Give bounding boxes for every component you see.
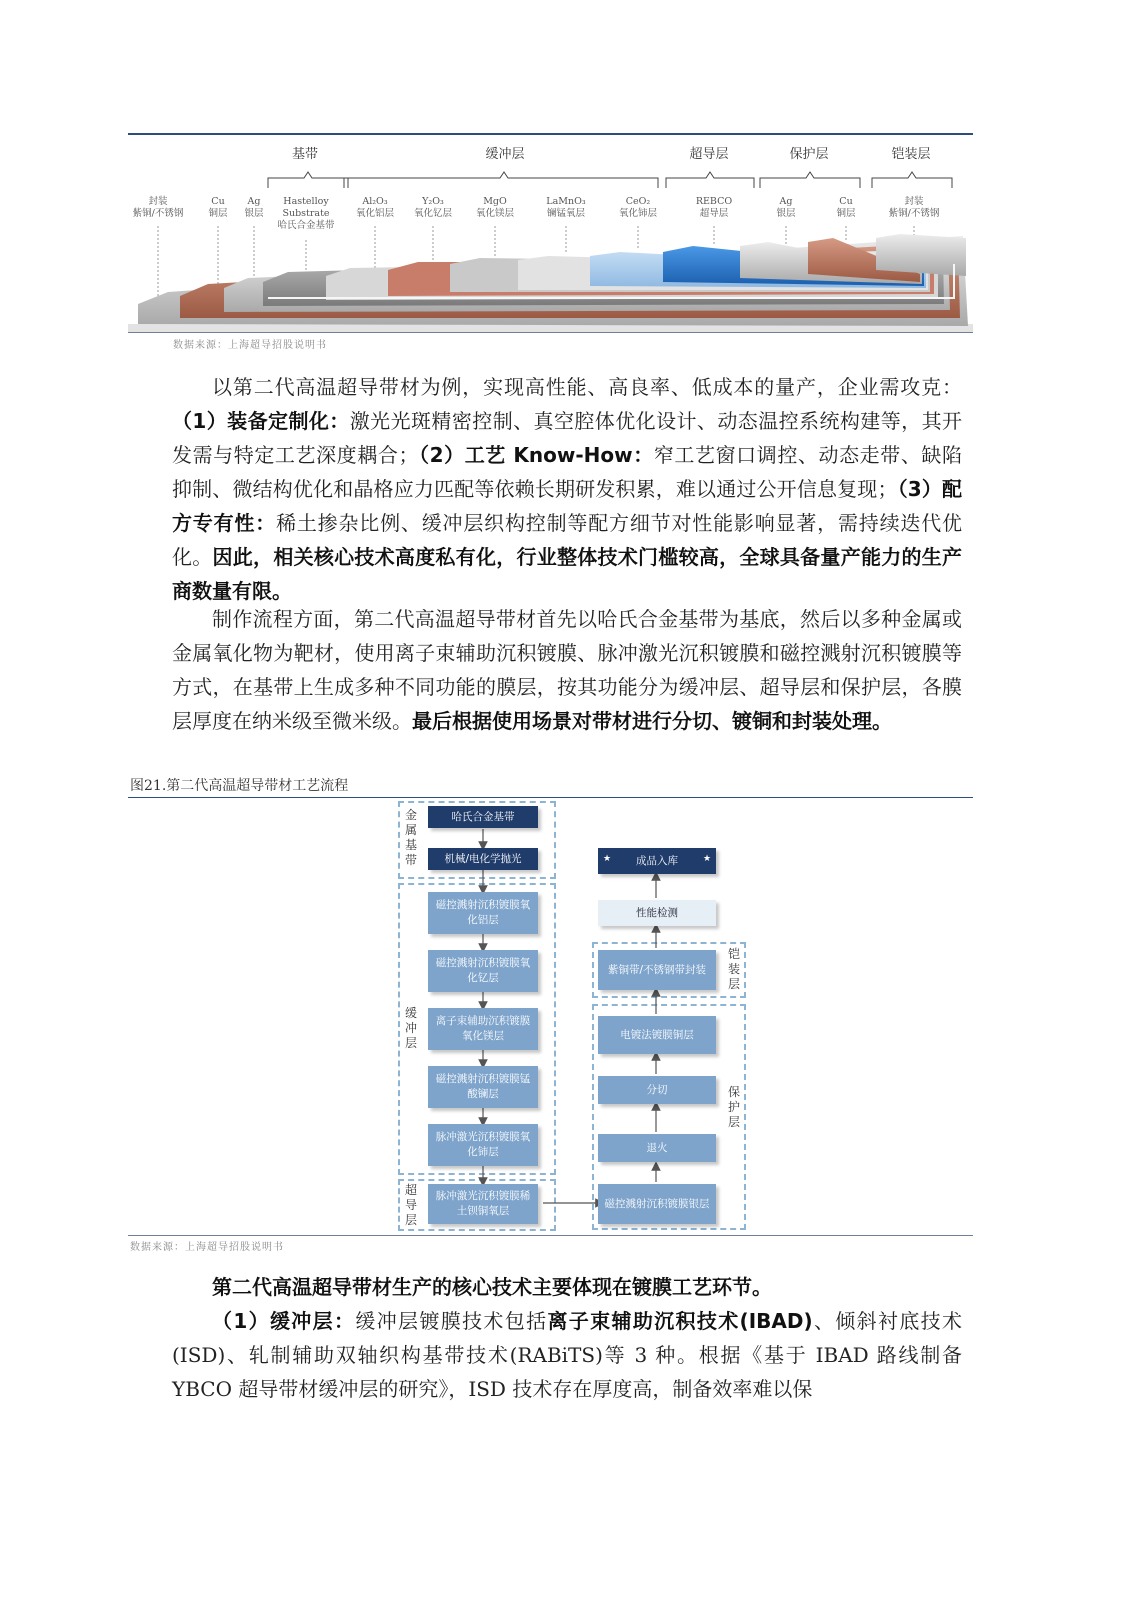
label-buffer: 缓冲层 xyxy=(404,1006,417,1050)
figure1-source: 数据来源：上海超导招股说明书 xyxy=(173,340,327,351)
label-superconductor: 超导层 xyxy=(404,1183,417,1227)
star-icon: ★ xyxy=(603,854,612,864)
step-copper-plating: 电镀法镀膜铜层 xyxy=(598,1016,716,1054)
paragraph-1: 以第二代高温超导带材为例，实现高性能、高良率、低成本的量产，企业需攻克：（1）装备定制化：激光光斑精密控制、真空腔体优化设计、动态温控系统构建等，其开发需与特定工艺深度耦合；（2）工艺 Know-How：窄工艺窗口调控、动态走带、缺陷抑制、微结构优化和晶格应力匹配等依赖长期研发积累，难以通过公开信息复现；（3）配方专有性：稀土掺杂比例、缓冲层织构控制等配方细节对性能影响显著，需持续迭代优化。因此，相关核心技术高度私有化，行业整体技术门槛较高，全球具备量产能力的生产商数量有限。 xyxy=(172,375,963,603)
paragraph-4: （1）缓冲层：缓冲层镀膜技术包括离子束辅助沉积技术(IBAD)、倾斜衬底技术(ISD)、轧制辅助双轴织构基带技术(RABiTS)等 3 种。根据《基于 IBAD 路线制备 YBCO 超导带材缓冲层的研究》，ISD 技术存在厚度高，制备效率难以保 xyxy=(172,1309,963,1401)
layer-label-ag-right: Ag 银层 xyxy=(776,196,796,219)
step-annealing: 退火 xyxy=(598,1134,716,1162)
star-icon: ★ xyxy=(703,854,712,864)
step-encapsulation: 紫铜带/不锈钢带封装 xyxy=(598,950,716,990)
step-rebco: 脉冲激光沉积镀膜稀土钡铜氧层 xyxy=(428,1184,538,1224)
step-performance-test: 性能检测 xyxy=(598,900,716,926)
group-label-substrate: 基带 xyxy=(291,147,318,162)
step-mgo: 离子束辅助沉积镀膜氧化镁层 xyxy=(428,1008,538,1050)
step-slitting: 分切 xyxy=(598,1076,716,1104)
step-al2o3: 磁控溅射沉积镀膜氧化铝层 xyxy=(428,892,538,934)
layer-label-rebco: REBCO 超导层 xyxy=(695,196,733,219)
figure2-bottom-rule xyxy=(128,1235,973,1236)
group-label-superconductor: 超导层 xyxy=(689,147,729,162)
layer-label-encap-left: 封装 紫铜/不锈钢 xyxy=(132,196,184,219)
layer-label-mgo: MgO 氧化镁层 xyxy=(475,196,514,219)
paragraph-3: 第二代高温超导带材生产的核心技术主要体现在镀膜工艺环节。 xyxy=(212,1275,772,1299)
step-hastelloy-substrate: 哈氏合金基带 xyxy=(428,806,538,828)
layer-label-hastelloy: Hastelloy Substrate 哈氏合金基带 xyxy=(277,196,335,231)
step-ceo2: 脉冲激光沉积镀膜氧化铈层 xyxy=(428,1124,538,1166)
layer-label-cu-left: Cu 铜层 xyxy=(208,196,228,219)
layer-label-ag-left: Ag 银层 xyxy=(244,196,264,219)
group-label-protection: 保护层 xyxy=(789,147,829,162)
step-y2o3: 磁控溅射沉积镀膜氧化钇层 xyxy=(428,950,538,992)
group-label-armor: 铠装层 xyxy=(891,147,931,162)
step-warehousing: 成品入库 xyxy=(598,848,716,874)
figure2-source: 数据来源：上海超导招股说明书 xyxy=(130,1242,284,1253)
layer-label-y2o3: Y₂O₃ 氧化钇层 xyxy=(413,196,452,219)
layer-label-lamno3: LaMnO₃ 镧锰氧层 xyxy=(546,196,586,219)
step-polishing: 机械/电化学抛光 xyxy=(428,848,538,870)
label-protection: 保护层 xyxy=(727,1085,740,1129)
layer-label-cu-right: Cu 铜层 xyxy=(836,196,856,219)
paragraph-2: 制作流程方面，第二代高温超导带材首先以哈氏合金基带为基底，然后以多种金属或金属氧化物为靶材，使用离子束辅助沉积镀膜、脉冲激光沉积镀膜和磁控溅射沉积镀膜等方式，在基带上生成多种不同功能的膜层，按其功能分为缓冲层、超导层和保护层，各膜层厚度在纳米级至微米级。最后根据使用场景对带材进行分切、镀铜和封装处理。 xyxy=(172,607,962,733)
layer-label-ceo2: CeO₂ 氧化铈层 xyxy=(618,196,657,219)
step-silver-layer: 磁控溅射沉积镀膜银层 xyxy=(598,1184,716,1224)
group-label-buffer: 缓冲层 xyxy=(485,147,525,162)
label-metal-substrate: 金属基带 xyxy=(404,808,417,867)
label-armor: 铠装层 xyxy=(727,947,740,991)
figure2-title: 图21.第二代高温超导带材工艺流程 xyxy=(130,778,349,794)
step-lamno3: 磁控溅射沉积镀膜锰酸镧层 xyxy=(428,1066,538,1108)
layer-label-encap-right: 封装 紫铜/不锈钢 xyxy=(888,196,940,219)
layer-label-al2o3: Al₂O₃ 氧化铝层 xyxy=(355,196,394,219)
